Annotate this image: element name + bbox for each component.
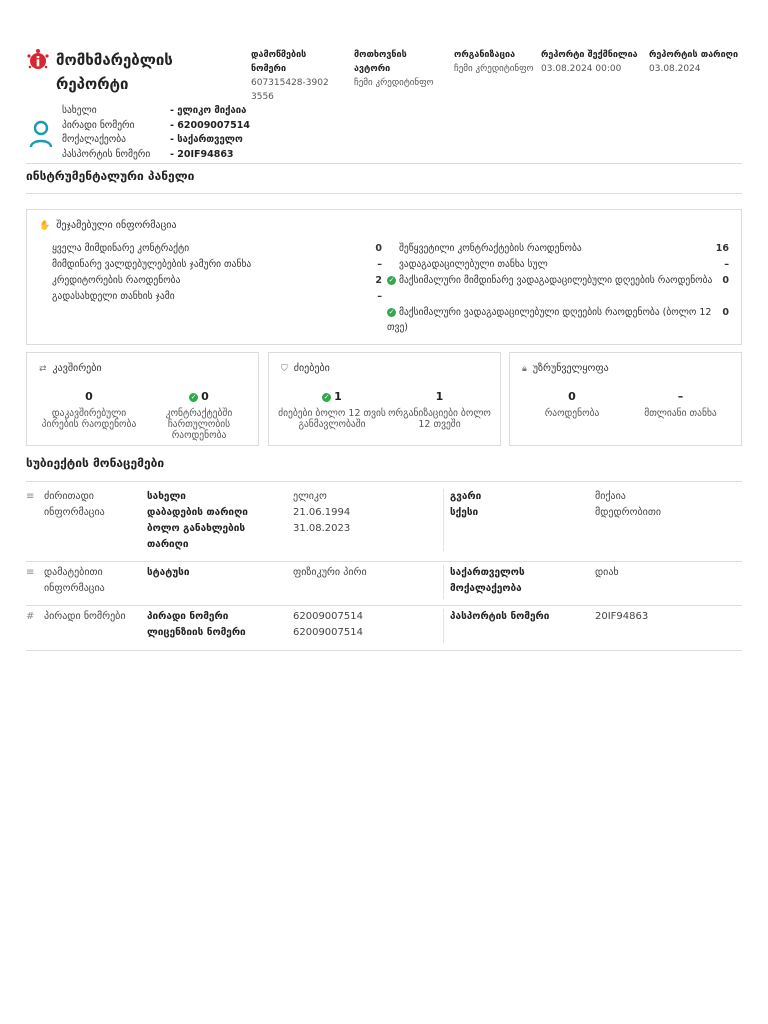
- hand-coins-icon: ✋: [39, 220, 51, 231]
- check-icon: ✓: [388, 308, 395, 316]
- report-header: [26, 44, 746, 164]
- field-label: ლიცენზიის ნომერი: [147, 627, 246, 638]
- summary-item: ✓ მაქსიმალური ვადაგადაცილებული დღეების რაოდენობა (ბოლო 12 თვე) 0: [387, 307, 729, 333]
- summary-panel: [26, 209, 742, 345]
- summary-header: ✋ შეჯამებული ინფორმაცია: [39, 220, 177, 231]
- divider: [26, 481, 742, 482]
- lines-icon: ≡: [26, 491, 35, 502]
- searches-panel: [268, 352, 501, 446]
- subject-extra-info: ≡ დამატებითი ინფორმაცია სტატუსი ფიზიკური პირი საქართველოს მოქალაქეობა დიახ: [26, 565, 742, 605]
- person-row-name: სახელი - ელიკო მიქაია: [62, 105, 247, 116]
- person-summary: [62, 104, 250, 162]
- field-label: სქესი: [450, 507, 479, 518]
- field-label: პასპორტის ნომერი: [450, 611, 550, 622]
- stat-searches-12-months: ✓ 1 ძიებები ბოლო 12 თვის განმავლობაში: [278, 390, 386, 430]
- searches-header: ⛉ ძიებები: [281, 363, 330, 374]
- subject-title: სუბიექტის მონაცემები: [26, 456, 165, 470]
- hash-icon: #: [26, 611, 35, 622]
- field-value: 21.06.1994: [293, 507, 351, 518]
- lock-icon: 🔒︎: [522, 363, 527, 374]
- person-row-passport: პასპორტის ნომერი - 20IF94863: [62, 148, 234, 160]
- person-row-personal-id: პირადი ნომერი - 62009007514: [62, 119, 250, 131]
- summary-item: შეწყვეტილი კონტრაქტების რაოდენობა 16: [399, 243, 729, 254]
- stat-contract-involvement: ✓ 0 კონტრაქტებში ჩართულობის რაოდენობა: [165, 390, 233, 441]
- field-value: 62009007514: [293, 627, 363, 638]
- divider: [26, 561, 742, 562]
- divider: [26, 650, 742, 651]
- field-value: 31.08.2023: [293, 523, 351, 534]
- field-label: სტატუსი: [147, 567, 190, 578]
- lines-icon: ≡: [26, 567, 35, 578]
- meta-organization: ორგანიზაცია ჩემი კრედიტინფო: [454, 50, 534, 74]
- collateral-panel: [509, 352, 742, 446]
- stat-organizations-12-months: 1 ორგანიზაციები ბოლო 12 თვეში: [388, 390, 491, 430]
- summary-item: კრედიტორების რაოდენობა 2: [52, 275, 382, 286]
- field-label: ბოლო განახლების თარიღი: [147, 523, 246, 550]
- meta-report-created: რეპორტი შექმნილია 03.08.2024 00:00: [541, 50, 638, 74]
- meta-request-author: მოთხოვნის ავტორი ჩემი კრედიტინფო: [354, 50, 434, 88]
- field-label: სახელი: [147, 491, 186, 502]
- check-icon: ✓: [190, 392, 197, 401]
- person-row-citizenship: მოქალაქეობა - საქართველო: [62, 134, 243, 145]
- link-arrows-icon: ⇄: [39, 363, 47, 374]
- stat-collateral-count: 0 რაოდენობა: [544, 390, 600, 419]
- check-icon: ✓: [323, 392, 330, 401]
- divider: [26, 605, 742, 606]
- field-label: გვარი: [450, 491, 482, 502]
- connections-panel: [26, 352, 259, 446]
- field-label: პირადი ნომერი: [147, 611, 229, 622]
- divider: [26, 193, 742, 194]
- connections-header: ⇄ კავშირები: [39, 363, 102, 374]
- divider: [26, 163, 742, 164]
- summary-item: გადასახდელი თანხის ჯამი –: [52, 291, 382, 302]
- summary-item: ✓ მაქსიმალური მიმდინარე ვადაგადაცილებული დღეების რაოდენობა 0: [388, 275, 729, 286]
- field-value: მიქაია: [595, 491, 626, 502]
- collateral-header: 🔒︎ უზრუნველყოფა: [522, 363, 609, 374]
- check-icon: ✓: [388, 276, 395, 284]
- meta-report-date: რეპორტის თარიღი 03.08.2024: [649, 50, 739, 74]
- creditinfo-logo-icon: [26, 48, 50, 74]
- field-label: საქართველოს მოქალაქეობა: [450, 567, 525, 594]
- shield-search-icon: ⛉: [281, 363, 288, 374]
- meta-verification-number: დამოწმების ნომერი 607315428-39023556: [251, 50, 329, 102]
- field-value: 20IF94863: [595, 611, 649, 622]
- subject-basic-info: ≡ ძირითადი ინფორმაცია სახელი ელიკო დაბადების თარიღი 21.06.1994 ბოლო განახლების თარიღი 31.08.2023 გვარი მიქაია სქესი მდედრობითი: [26, 489, 742, 561]
- field-value: მდედრობითი: [595, 507, 662, 518]
- summary-item: მიმდინარე ვალდებულებების ჯამური თანხა –: [52, 259, 382, 270]
- field-value: ფიზიკური პირი: [293, 567, 367, 578]
- field-value: 62009007514: [293, 611, 363, 622]
- field-value: დიახ: [595, 567, 619, 578]
- stat-connected-persons: 0 დაკავშირებული პირების რაოდენობა: [41, 390, 137, 430]
- field-value: ელიკო: [293, 491, 327, 502]
- report-title: მომხმარებლის რეპორტი: [56, 51, 173, 93]
- summary-item: ყველა მიმდინარე კონტრაქტი 0: [52, 243, 382, 254]
- field-label: დაბადების თარიღი: [147, 507, 248, 518]
- stat-collateral-total: – მთლიანი თანხა: [644, 390, 717, 419]
- dashboard-title: ინსტრუმენტალური პანელი: [26, 169, 195, 183]
- subject-ids: # პირადი ნომრები პირადი ნომერი 62009007514 ლიცენზიის ნომერი 62009007514 პასპორტის ნომერი 20IF94863: [26, 609, 742, 649]
- person-icon: [29, 120, 53, 148]
- summary-item: ვადაგადაცილებული თანხა სულ –: [399, 259, 729, 270]
